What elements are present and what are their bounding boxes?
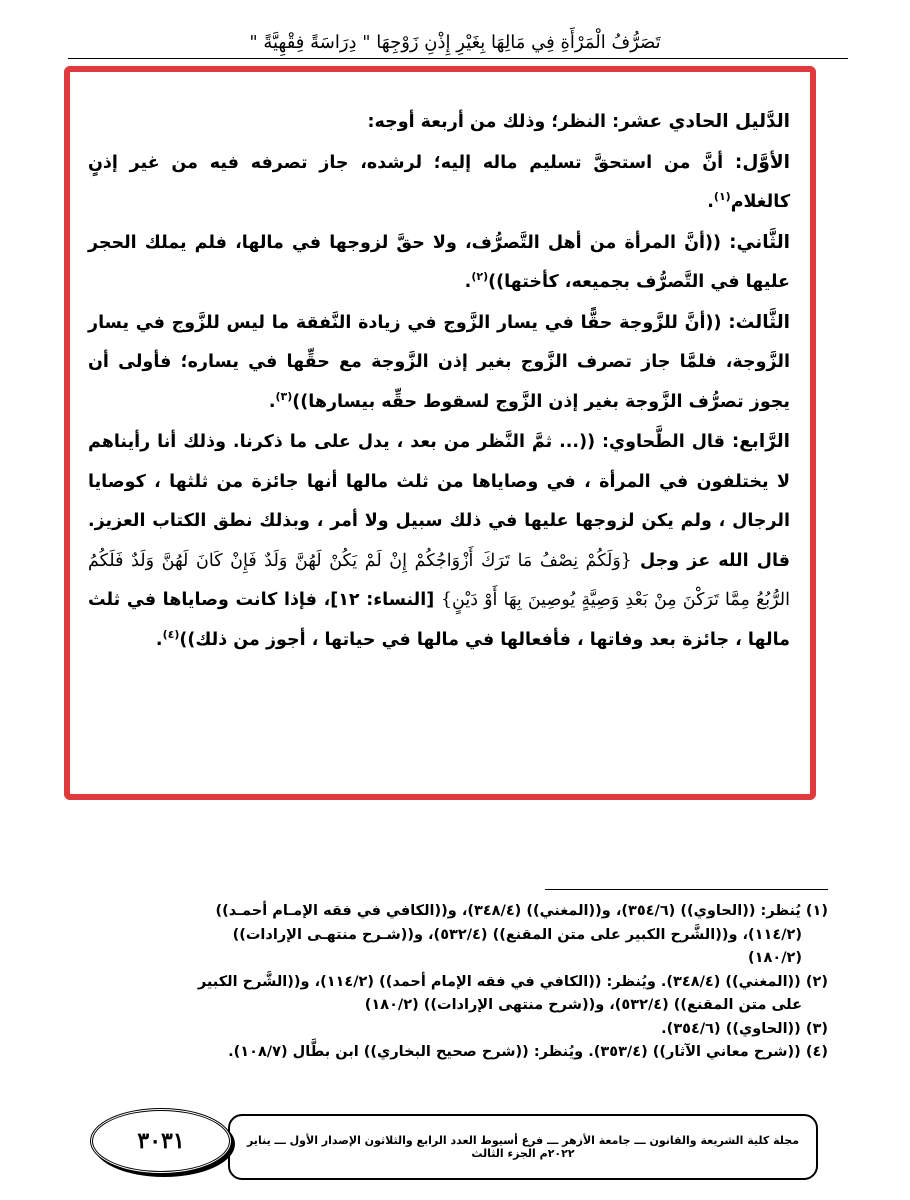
quran-verse: {وَلَكُمْ نِصْفُ مَا تَرَكَ أَزْوَاجُكُمْ إِنْ لَمْ يَكُنْ لَهُنَّ وَلَدٌ فَإِنْ كَانَ لَهُنَّ وَلَدٌ فَلَكُمُ الرُّبُعُ مِمَّا تَرَكْنَ مِنْ بَعْدِ وَصِيَّةٍ يُوصِينَ بِهَا أَوْ دَيْنٍ} xyxy=(88,550,790,610)
page-number-badge xyxy=(90,1108,232,1174)
footnote-1-line-3: (١٨٠/٢) xyxy=(748,950,802,966)
journal-citation: مجلة كلية الشريعة والقانون ـــ جامعة الأزهر ـــ فرع أسيوط العدد الرابع والثلاثون الإصدار الأول ـــ يناير ٢٠٢٢م الجزء الثالث xyxy=(246,1134,800,1160)
third-aspect-end: . xyxy=(268,391,276,412)
page-number: ٣٠٣١ xyxy=(137,1128,185,1154)
journal-footer xyxy=(228,1114,818,1180)
first-aspect-label: الأوَّل: xyxy=(734,151,790,173)
second-aspect-paragraph xyxy=(88,223,790,303)
footnote-2-line-1: (٢) ((المغني)) (٣٤٨/٤). ويُنظر: ((الكافي في فقه الإمام أحمد)) (١١٤/٢)، و((الشَّرح الكبير xyxy=(197,973,828,990)
fourth-aspect-text-1: قال الطَّحاوي: ((... ثمَّ النَّظر من بعد ، يدل على ما ذكرنا. وذلك أنا رأيناهم لا يختلفون في المرأة ، في وصاياها من ثلث مالها أنها جائزة من ثلثها ، كوصايا الرجال ، ولم يكن لزوجها عليها في ذلك سبيل ولا أمر ، وبذلك نطق الكتاب العزيز. قال الله عز وجل xyxy=(88,432,790,571)
footnote-divider xyxy=(545,889,828,890)
fourth-aspect-end: . xyxy=(155,629,163,650)
third-aspect-label: الثَّالث: xyxy=(728,311,790,333)
first-aspect-text: أنَّ من استحقَّ تسليم ماله إليه؛ لرشده، جاز تصرفه فيه من غير إذنٍ كالغلام xyxy=(88,152,790,212)
footnote-1-line-1: (١) يُنظر: ((الحاوي)) (٣٥٤/٦)، و((المغني)) (٣٤٨/٤)، و((الكافي في فقه الإمـام أحمـد)) xyxy=(215,903,828,919)
highlighted-evidence-box xyxy=(64,66,816,800)
second-aspect-label: الثَّاني: xyxy=(729,231,790,253)
running-header-title: تَصَرُّفُ الْمَرْأَةِ فِي مَالِهَا بِغَيْرِ إِذْنِ زَوْجِهَا " دِرَاسَةً فِقْهِيَّةً " xyxy=(249,32,661,53)
footnote-ref-1[interactable]: (١) xyxy=(713,190,731,204)
footnote-ref-3[interactable]: (٣) xyxy=(275,389,293,403)
fourth-aspect-text-2: [النساء: ١٢]، فإذا كانت وصاياها في ثلث مالها ، جائزة بعد وفاتها ، فأفعالها في مالها في حياتها ، أجوز من ذلك)) xyxy=(88,590,790,650)
intro-text: : النظر؛ وذلك من أربعة أوجه: xyxy=(367,112,620,132)
first-aspect-end: . xyxy=(707,192,714,212)
header-divider xyxy=(68,58,848,59)
footnote-1-line-2: (١١٤/٢)، و((الشَّرح الكبير على متن المقنع)) (٥٣٢/٤)، و((شـرح منتهـى الإرادات)) xyxy=(232,926,802,943)
footnote-4: (٤) ((شرح معاني الآثار)) (٣٥٣/٤). ويُنظر: ((شرح صحيح البخاري)) ابن بطَّال (١٠٨/٧). xyxy=(228,1044,828,1060)
fourth-aspect-paragraph xyxy=(88,422,790,660)
footnotes-section xyxy=(80,900,828,1065)
third-aspect-text: ((أنَّ للزَّوجة حقًّا في يسار الزَّوج في زيادة النَّفقة ما ليس للزَّوج في يسار الزَّوجة، فلمَّا جاز تصرف الزَّوج بغير إذن الزَّوجة مع حقِّها في يساره؛ فأولى أن يجوز تصرُّف الزَّوجة بغير إذن الزَّوج لسقوط حقِّه بيسارها)) xyxy=(88,312,790,412)
fourth-aspect-label: الرَّابع: xyxy=(731,431,790,452)
footnote-2-line-2: على متن المقنع)) (٥٣٢/٤)، و((شرح منتهى الإرادات)) (١٨٠/٢) xyxy=(364,997,802,1013)
intro-label: الدَّليل الحادي عشر xyxy=(619,111,790,132)
first-aspect-paragraph xyxy=(88,143,790,223)
footnote-3: (٣) ((الحاوي)) (٣٥٤/٦). xyxy=(661,1020,828,1037)
footnote-ref-2[interactable]: (٢) xyxy=(471,270,489,284)
footnote-ref-4[interactable]: (٤) xyxy=(162,627,180,641)
second-aspect-text: ((أنَّ المرأة من أهل التَّصرُّف، ولا حقَّ لزوجها في مالها، فلم يملك الحجر عليها في التَّصرُّف بجميعه، كأختها)) xyxy=(88,232,790,292)
intro-paragraph xyxy=(88,102,790,143)
third-aspect-paragraph xyxy=(88,303,790,423)
second-aspect-end: . xyxy=(464,272,472,292)
